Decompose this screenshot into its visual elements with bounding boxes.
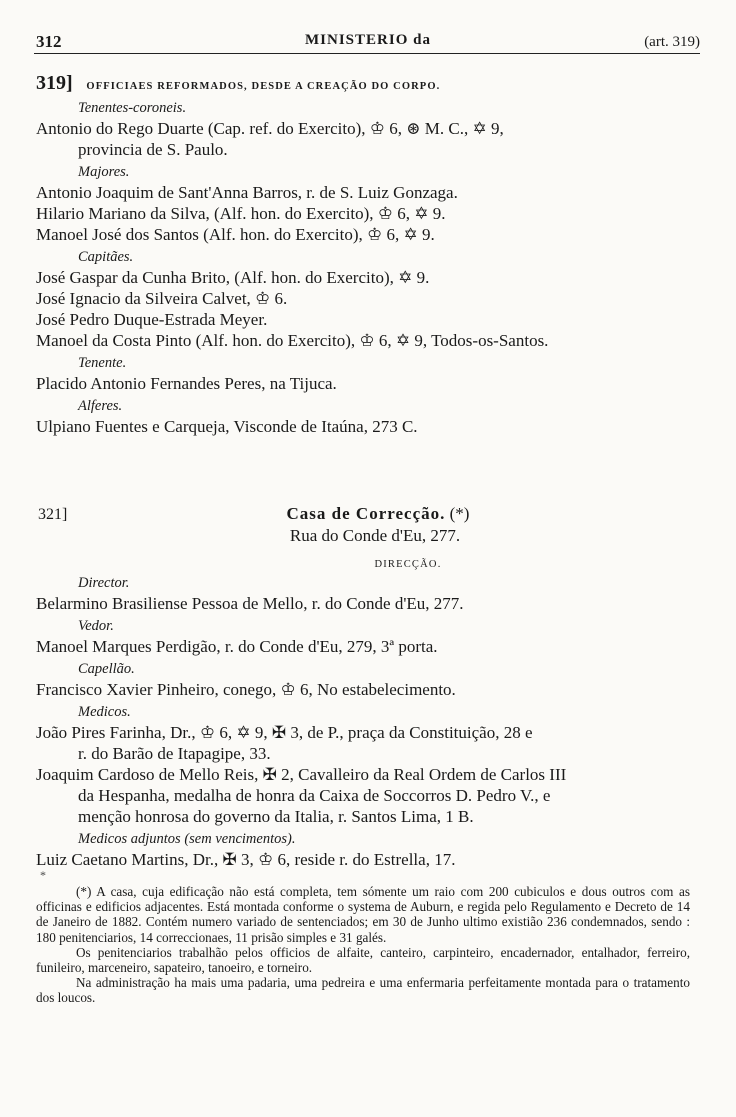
rank-heading: Medicos adjuntos (sem vencimentos). [78, 831, 296, 847]
entry-line: r. do Barão de Itapagipe, 33. [78, 744, 271, 763]
entry-line: José Gaspar da Cunha Brito, (Alf. hon. do Exercito), ✡ 9. [36, 268, 430, 287]
header-rule [34, 53, 700, 54]
section-title [0, 504, 736, 524]
entry-line: Manoel José dos Santos (Alf. hon. do Exercito), ♔ 6, ✡ 9. [36, 225, 435, 244]
entry-line: menção honrosa do governo da Italia, r. Santos Lima, 1 B. [78, 807, 474, 826]
rank-heading: Majores. [78, 164, 130, 180]
section-number: 319] [36, 72, 73, 94]
section-number: 321] [38, 506, 68, 523]
entry-line: Belarmino Brasiliense Pessoa de Mello, r. do Conde d'Eu, 277. [36, 594, 464, 613]
entry-line: da Hespanha, medalha de honra da Caixa de Soccorros D. Pedro V., e [78, 786, 551, 805]
entry-line: Antonio do Rego Duarte (Cap. ref. do Exercito), ♔ 6, ⊛ M. C., ✡ 9, [36, 119, 504, 138]
footnote-paragraph: (*) A casa, cuja edificação não está completa, tem sómente um raio com 200 cubiculos e dous outros com as officinas e edificios adjacentes. Está montada conforme o systema de Auburn, e regida pelo Regulamento e Decreto de 14 de Janeiro de 1882. Contém numero variado de sentenciados; em 30 de Junho ultimo existião 236 condemnados, sendo : 180 penitenciarios, 14 correccionaes, 11 prisão simples e 31 galés. [36, 884, 690, 945]
footnote-reference: (*) [449, 504, 470, 523]
footnote [36, 884, 690, 1006]
footnote-mark: * [40, 868, 46, 882]
institution-name: Casa de Correcção. [286, 504, 446, 523]
section-319 [36, 72, 706, 437]
entry-line: provincia de S. Paulo. [78, 140, 228, 159]
institution-address: Rua do Conde d'Eu, 277. [289, 526, 461, 545]
subheading: DIRECÇÃO. [374, 559, 442, 570]
section-title: OFFICIAES REFORMADOS, DESDE A CREAÇÃO DO CORPO. [86, 81, 441, 92]
entry-line: José Pedro Duque-Estrada Meyer. [36, 310, 268, 329]
entry-line: Ulpiano Fuentes e Carqueja, Visconde de Itaúna, 273 C. [36, 417, 418, 436]
footnote-paragraph: Os penitenciarios trabalhão pelos officios de alfaite, canteiro, carpinteiro, encadernador, entalhador, ferreiro, funileiro, marceneiro, sapateiro, tanoeiro, e torneiro. [36, 944, 690, 976]
entry-line: João Pires Farinha, Dr., ♔ 6, ✡ 9, ✠ 3, de P., praça da Constituição, 28 e [36, 723, 533, 742]
section-321 [36, 574, 706, 870]
entry-line: Joaquim Cardoso de Mello Reis, ✠ 2, Cavalleiro da Real Ordem de Carlos III [36, 765, 567, 784]
entry-line: Placido Antonio Fernandes Peres, na Tijuca. [36, 374, 337, 393]
entry-line: Hilario Mariano da Silva, (Alf. hon. do Exercito), ♔ 6, ✡ 9. [36, 204, 446, 223]
footnote-paragraph: Na administração ha mais uma padaria, uma pedreira e uma enfermaria perfeitamente montada para o tratamento dos loucos. [36, 975, 690, 1006]
article-reference: (art. 319) [644, 34, 700, 50]
rank-heading: Director. [78, 575, 130, 591]
entry-line: Luiz Caetano Martins, Dr., ✠ 3, ♔ 6, reside r. do Estrella, 17. [36, 850, 456, 869]
rank-heading: Vedor. [78, 618, 114, 634]
entry-line: Manoel Marques Perdigão, r. do Conde d'Eu, 279, 3ª porta. [36, 637, 438, 656]
section-heading [36, 72, 706, 95]
rank-heading: Tenentes-coroneis. [78, 100, 187, 116]
running-head-title: MINISTERIO da [305, 32, 431, 48]
rank-heading: Capitães. [78, 249, 134, 265]
entry-line: Antonio Joaquim de Sant'Anna Barros, r. de S. Luiz Gonzaga. [36, 183, 458, 202]
entry-line: José Ignacio da Silveira Calvet, ♔ 6. [36, 289, 288, 308]
page-number: 312 [36, 32, 62, 51]
rank-heading: Medicos. [78, 704, 131, 720]
rank-heading: Alferes. [78, 398, 123, 414]
running-head [36, 30, 700, 54]
entry-line: Manoel da Costa Pinto (Alf. hon. do Exercito), ♔ 6, ✡ 9, Todos-os-Santos. [36, 331, 549, 350]
rank-heading: Capellão. [78, 661, 135, 677]
rank-heading: Tenente. [78, 355, 127, 371]
entry-line: Francisco Xavier Pinheiro, conego, ♔ 6, No estabelecimento. [36, 680, 456, 699]
